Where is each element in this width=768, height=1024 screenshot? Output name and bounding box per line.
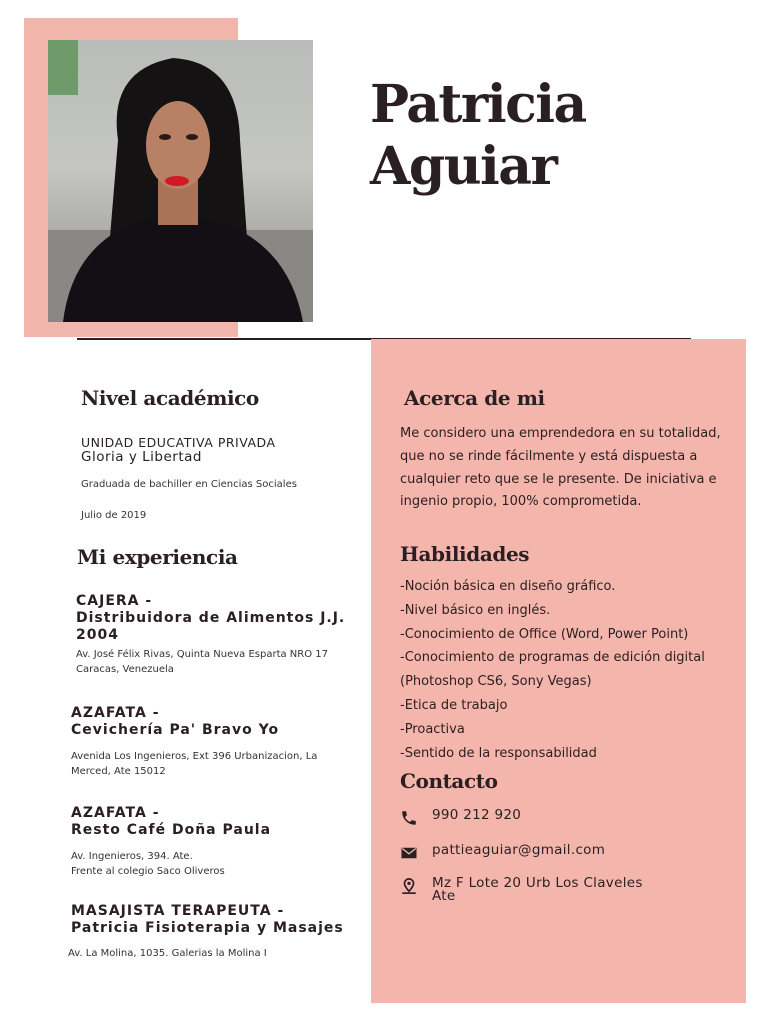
email-address: pattieaguiar@gmail.com: [432, 842, 606, 858]
skill-item: -Nivel básico en inglés.: [400, 602, 551, 618]
job-address: [68, 946, 358, 961]
job-role: AZAFATA -: [71, 805, 160, 821]
skill-item: -Sentido de la responsabilidad: [400, 745, 597, 761]
last-name: Aguiar: [370, 136, 557, 197]
about-heading: Acerca de mi: [404, 386, 545, 410]
degree-text: Graduada de bachiller en Ciencias Sociales: [81, 479, 297, 490]
job-address-line: Caracas, Venezuela: [76, 664, 174, 675]
education-heading: Nivel académico: [81, 386, 259, 410]
about-text: Me considero una emprendedora en su totalidad, que no se rinde fácilmente y está dispuesta a cualquier reto que se le presente. De iniciativa e ingenio propio, 100% comprometida.: [400, 426, 721, 510]
mail-icon: [400, 844, 418, 862]
address-line2: Ate: [432, 888, 456, 904]
job-address-line: Av. Ingenieros, 394. Ate.: [71, 851, 193, 862]
school-line1: UNIDAD EDUCATIVA PRIVADA: [81, 435, 276, 450]
skill-item: (Photoshop CS6, Sony Vegas): [400, 674, 592, 690]
skills-heading: Habilidades: [400, 542, 530, 566]
contact-heading: Contacto: [400, 769, 498, 793]
job-address-line: Av. La Molina, 1035. Galerias la Molina I: [68, 948, 267, 959]
contact-address: [400, 877, 643, 903]
job-address: [71, 849, 361, 879]
skill-item: -Etica de trabajo: [400, 697, 508, 713]
job-address-line: Frente al colegio Saco Oliveros: [71, 866, 225, 877]
job-role: CAJERA -: [76, 593, 153, 609]
job-title: [76, 593, 345, 644]
job-address: [76, 647, 366, 677]
job-company: Cevichería Pa' Bravo Yo: [71, 722, 280, 738]
school-name: [81, 435, 276, 465]
skill-item: -Conocimiento de programas de edición digital: [400, 650, 705, 666]
job-role: AZAFATA -: [71, 705, 160, 721]
address-line1: Mz F Lote 20 Urb Los Claveles: [432, 875, 643, 891]
skill-item: -Conocimiento de Office (Word, Power Point): [400, 626, 689, 642]
skill-item: -Noción básica en diseño gráfico.: [400, 579, 616, 594]
skills-list: [400, 575, 705, 765]
address-text: [432, 877, 643, 903]
job-address: [71, 749, 361, 779]
job-company: Resto Café Doña Paula: [71, 822, 272, 838]
job-address-line: Avenida Los Ingenieros, Ext 396 Urbanizacion, La: [71, 751, 318, 762]
contact-phone: [400, 809, 521, 827]
job-company-extra: 2004: [76, 627, 119, 643]
school-line2: Gloria y Libertad: [81, 449, 202, 465]
phone-icon: [400, 809, 418, 827]
job-title: [71, 705, 279, 739]
job-role: MASAJISTA TERAPEUTA -: [71, 903, 285, 919]
job-company: Distribuidora de Alimentos J.J.: [76, 610, 346, 626]
first-name: Patricia: [370, 74, 586, 135]
skill-item: -Proactiva: [400, 721, 465, 737]
full-name: [370, 74, 586, 198]
graduation-date: Julio de 2019: [81, 510, 147, 521]
job-address-line: Av. José Félix Rivas, Quinta Nueva Esparta NRO 17: [76, 649, 329, 660]
job-address-line: Merced, Ate 15012: [71, 766, 166, 777]
profile-photo: [48, 40, 313, 322]
job-title: [71, 805, 271, 839]
phone-number: 990 212 920: [432, 807, 522, 823]
contact-email: [400, 844, 605, 862]
job-title: [71, 903, 344, 937]
experience-heading: Mi experiencia: [77, 545, 238, 569]
location-pin-icon: [400, 877, 418, 895]
job-company: Patricia Fisioterapia y Masajes: [71, 920, 344, 936]
